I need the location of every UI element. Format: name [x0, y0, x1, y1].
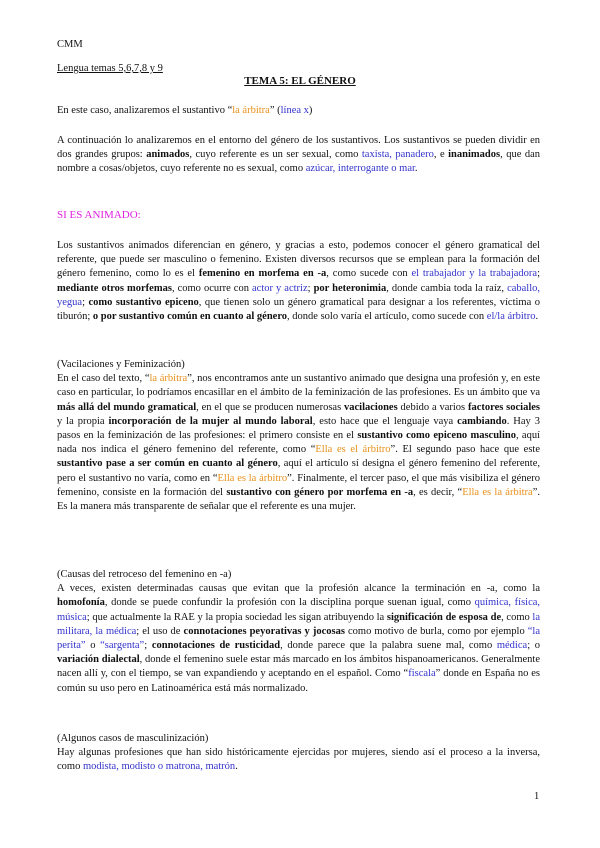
causes-paragraph: (Causas del retroceso del femenino en -a) A veces, existen determinadas causas que evitan que la profesión alcance la terminación en -a, como la homofonía, donde se puede confundir la profesión con la disciplina porque suenan igual, como química, física, música; que actualmente la RAE y la propia sociedad les sigan atribuyendo la significación de esposa de, como la militara, la médica; el uso de connotaciones peyorativas y jocosas como motivo de burla, como por ejemplo “la perita” o “sargenta”; connotaciones de rusticidad, donde parece que la palabra suene mal, como médica; o variación dialectal, donde el femenino suele estar más marcado en los ámbitos hispanoamericanos. Generalmente nacen allí y, con el tiempo, se van expandiendo y aceptando en el español. Como “fiscala” donde en España no es común su uso pero en Latinoamérica está más normalizado.	[57, 569, 541, 694]
feminization-subheading: (Vacilaciones y Feminización)	[57, 359, 185, 370]
feminization-paragraph: (Vacilaciones y Feminización) En el caso del texto, “la árbitra”, nos encontramos ante un sustantivo animado que designa una profesión y, en este caso en particular, lo podríamos encasillar en el ámbito de la feminización de las profesiones. Es un ámbito que va más allá del mundo gramatical, en el que se producen numerosas vacilaciones debido a varios factores sociales y la propia incorporación de la mujer al mundo laboral, esto hace que el lenguaje vaya cambiando. Hay 3 pasos en la feminización de las profesiones: el primero consiste en el sustantivo como epiceno masculino, aquí nada nos indica el género femenino del referente, como “Ella es el árbitro”. El segundo paso hace que este sustantivo pase a ser común en cuanto al género, aquí el artículo sí designa el género femenino del referente, pero el sustantivo no varía, como en “Ella es la árbitro”. Finalmente, el tercer paso, el que más visibiliza el género femenino, consiste en la formación del sustantivo con género por morfema en -a, es decir, “Ella es la árbitra”. Es la manera más transparente de señalar que el referente es una mujer.	[57, 359, 540, 513]
causes-subheading: (Causas del retroceso del femenino en -a)	[57, 569, 232, 580]
author-initials: CMM	[57, 39, 83, 50]
intro-paragraph: En este caso, analizaremos el sustantivo “la árbitra” (línea x)	[57, 105, 313, 116]
gender-resources-paragraph: Los sustantivos animados diferencian en género, y gracias a esto, podemos conocer el género gramatical del referente, que puede ser masculino o femenino. Existen diversos recursos que se emplean para la formación del género femenino, como lo es el femenino en morfema en -a, como sucede con el trabajador y la trabajadora; mediante otros morfemas, como ocurre con actor y actriz; por heteronimia, donde cambia toda la raíz, caballo, yegua; como sustantivo epiceno, que tienen solo un género gramatical para designar a los referentes, víctima o tiburón; o por sustantivo común en cuanto al género, donde solo varía el artículo, como sucede con el/la árbitro.	[57, 240, 541, 323]
masculinization-paragraph: (Algunos casos de masculinización) Hay algunas profesiones que han sido históricamente ejercidas por mujeres, siendo así el proceso a la inversa, como modista, modisto o matrona, matrón.	[57, 733, 540, 773]
animados-inanimados-paragraph: A continuación lo analizaremos en el entorno del género de los sustantivos. Los sustantivos se pueden dividir en dos grandes grupos: animados, cuyo referente es un ser sexual, como taxista, panadero, e inanimados, que dan nombre a cosas/objetos, cuyo referente no es sexual, como azúcar, interrogante o mar.	[57, 135, 540, 175]
page-title: TEMA 5: EL GÉNERO	[244, 75, 356, 87]
page-number: 1	[534, 791, 540, 802]
subject-line: Lengua temas 5,6,7,8 y 9	[57, 63, 163, 74]
masculinization-subheading: (Algunos casos de masculinización)	[57, 733, 209, 744]
section-heading-animado: SI ES ANIMADO:	[57, 209, 141, 221]
